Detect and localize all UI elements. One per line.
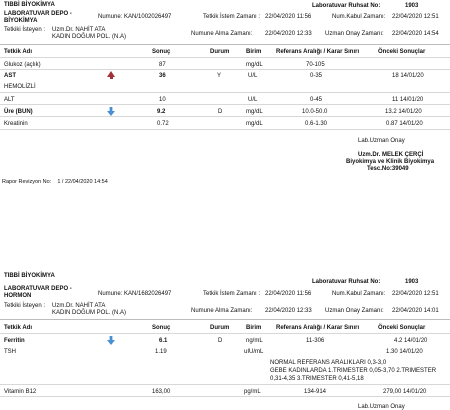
col-result: Sonuç — [152, 49, 171, 55]
reference-range: 0-45 — [310, 97, 323, 103]
collect-time-label: Numune Alma Zamanı: — [191, 308, 253, 314]
accept-time-label: Num.Kabul Zamanı: — [332, 291, 386, 297]
col-test: Tetkik Adı — [4, 49, 33, 55]
unit: U/L — [248, 73, 258, 79]
requester-department: KADIN DOĞUM POL. (N.A) — [52, 34, 127, 40]
unit: ng/mL — [246, 338, 263, 344]
reference-range: 70-105 — [306, 62, 325, 68]
department-line-1: LABORATUVAR DEPO - — [4, 286, 72, 292]
approval-heading: Lab.Uzman Onay — [358, 404, 405, 410]
result-value: 36 — [159, 73, 166, 79]
col-status: Durum — [210, 49, 230, 55]
previous-result: 279,00 14/01/20 — [383, 389, 427, 395]
collect-time: 22/04/2020 12:33 — [265, 308, 312, 314]
previous-result: 1.30 14/01/20 — [386, 349, 423, 355]
tsh-reference-line: 0,31-4,35 3.TRIMESTER 0,41-5,18 — [270, 376, 364, 382]
result-value: 163,00 — [152, 389, 171, 395]
accept-time: 22/04/2020 12:51 — [392, 14, 439, 20]
request-time: 22/04/2020 11:56 — [265, 14, 312, 20]
lab-permit-number: 1903 — [405, 3, 419, 9]
reference-range: 0.6-1.30 — [305, 121, 328, 127]
department-line-1: LABORATUVAR DEPO - — [4, 11, 72, 17]
test-name: Ferritin — [4, 338, 25, 344]
col-result: Sonuç — [152, 325, 171, 331]
test-name: TSH — [4, 349, 16, 355]
col-reference: Referans Aralığı / Karar Sınırı — [276, 49, 360, 55]
request-time-label: Tetkik İstem Zamanı : — [203, 14, 261, 20]
approver-name: Uzm.Dr. MELEK ÇERÇİ — [358, 152, 424, 158]
report-revision: Rapor Revizyon No: 1 / 22/04/2020 14:54 — [2, 179, 108, 185]
reference-range: 11-306 — [306, 338, 325, 344]
report-title: TIBBİ BİYOKİMYA — [4, 2, 55, 8]
requester-department: KADIN DOĞUM POL. (N.A) — [52, 310, 127, 316]
report-title: TIBBİ BİYOKİMYA — [4, 273, 55, 279]
unit: mg/dL — [246, 109, 263, 115]
col-previous: Önceki Sonuçlar — [378, 325, 426, 331]
test-name: AST — [4, 73, 16, 79]
unit: uIU/mL — [244, 349, 264, 355]
test-name: ALT — [4, 97, 15, 103]
sample-number: Numune: KAN/1682026497 — [98, 291, 172, 297]
previous-result: 13.2 14/01/20 — [385, 109, 422, 115]
approval-heading: Lab.Uzman Onay — [358, 138, 405, 144]
unit: pg/mL — [244, 389, 261, 395]
low-arrow-icon — [107, 336, 115, 345]
reference-range: 10.0-50.0 — [302, 109, 328, 115]
result-value: 10 — [159, 97, 166, 103]
requester-label: Tetkiki İsteyen : — [4, 27, 46, 33]
unit: mg/dL — [246, 62, 263, 68]
col-status: Durum — [210, 325, 230, 331]
result-value: 87 — [159, 62, 166, 68]
request-time: 22/04/2020 11:56 — [265, 291, 312, 297]
sample-number: Numune: KAN/1002026497 — [98, 14, 172, 20]
previous-result: 4.2 14/01/20 — [394, 338, 428, 344]
reference-range: 0-35 — [310, 73, 323, 79]
requester-name: Uzm.Dr. NAHİT ATA — [52, 27, 106, 33]
department-line-2: HORMON — [4, 293, 32, 299]
tsh-reference-line: NORMAL REFERANS ARALIKLARI 0,3-3,0 — [270, 360, 387, 366]
lab-permit-label: Laboratuvar Ruhsat No: — [312, 3, 381, 9]
col-reference: Referans Aralığı / Karar Sınırı — [276, 325, 360, 331]
col-unit: Birim — [246, 325, 262, 331]
approver-title: Biyokimya ve Klinik Biyokimya — [346, 159, 435, 165]
status-flag: D — [218, 338, 223, 344]
col-test: Tetkik Adı — [4, 325, 33, 331]
col-previous: Önceki Sonuçlar — [378, 49, 426, 55]
accept-time-label: Num.Kabul Zamanı: — [332, 14, 386, 20]
low-arrow-icon — [107, 107, 115, 116]
sample-note: HEMOLİZLİ — [4, 84, 36, 90]
collect-time-label: Numune Alma Zamanı: — [191, 31, 253, 37]
request-time-label: Tetkik İstem Zamanı : — [203, 291, 261, 297]
approval-time: 22/04/2020 14:54 — [392, 31, 439, 37]
tsh-reference-line: GEBE KADINLARDA 1.TRIMESTER 0,05-3,70 2.TRIMESTER — [270, 368, 437, 374]
test-name: Üre (BUN) — [4, 109, 33, 115]
result-value: 9.2 — [157, 109, 166, 115]
divider — [0, 319, 450, 320]
high-arrow-icon — [107, 71, 115, 77]
result-value: 6.1 — [159, 338, 168, 344]
result-value: 0.72 — [157, 121, 169, 127]
test-name: Kreatinin — [4, 121, 28, 127]
approval-time-label: Uzman Onay Zamanı: — [325, 308, 384, 314]
status-flag: Y — [217, 73, 222, 79]
reference-range: 134-914 — [304, 389, 327, 395]
lab-permit-label: Laboratuvar Ruhsat No: — [312, 279, 381, 285]
approver-registration: Tesc.No:39049 — [367, 166, 409, 172]
lab-permit-number: 1903 — [405, 279, 419, 285]
result-value: 1.19 — [155, 349, 167, 355]
col-unit: Birim — [246, 49, 262, 55]
approval-time-label: Uzman Onay Zamanı: — [325, 31, 384, 37]
accept-time: 22/04/2020 12:51 — [392, 291, 439, 297]
divider — [0, 44, 450, 45]
requester-label: Tetkiki İsteyen : — [4, 303, 46, 309]
approval-time: 22/04/2020 14:01 — [392, 308, 439, 314]
test-name: Vitamin B12 — [4, 389, 37, 395]
status-flag: D — [218, 109, 223, 115]
collect-time: 22/04/2020 12:33 — [265, 31, 312, 37]
previous-result: 11 14/01/20 — [392, 97, 424, 103]
unit: mg/dL — [246, 121, 263, 127]
unit: U/L — [248, 97, 258, 103]
previous-result: 18 14/01/20 — [392, 73, 424, 79]
department-line-2: BİYOKİMYA — [4, 18, 38, 24]
test-name: Glukoz (açlık) — [4, 62, 41, 68]
previous-result: 0.87 14/01/20 — [386, 121, 423, 127]
requester-name: Uzm.Dr. NAHİT ATA — [52, 303, 106, 309]
